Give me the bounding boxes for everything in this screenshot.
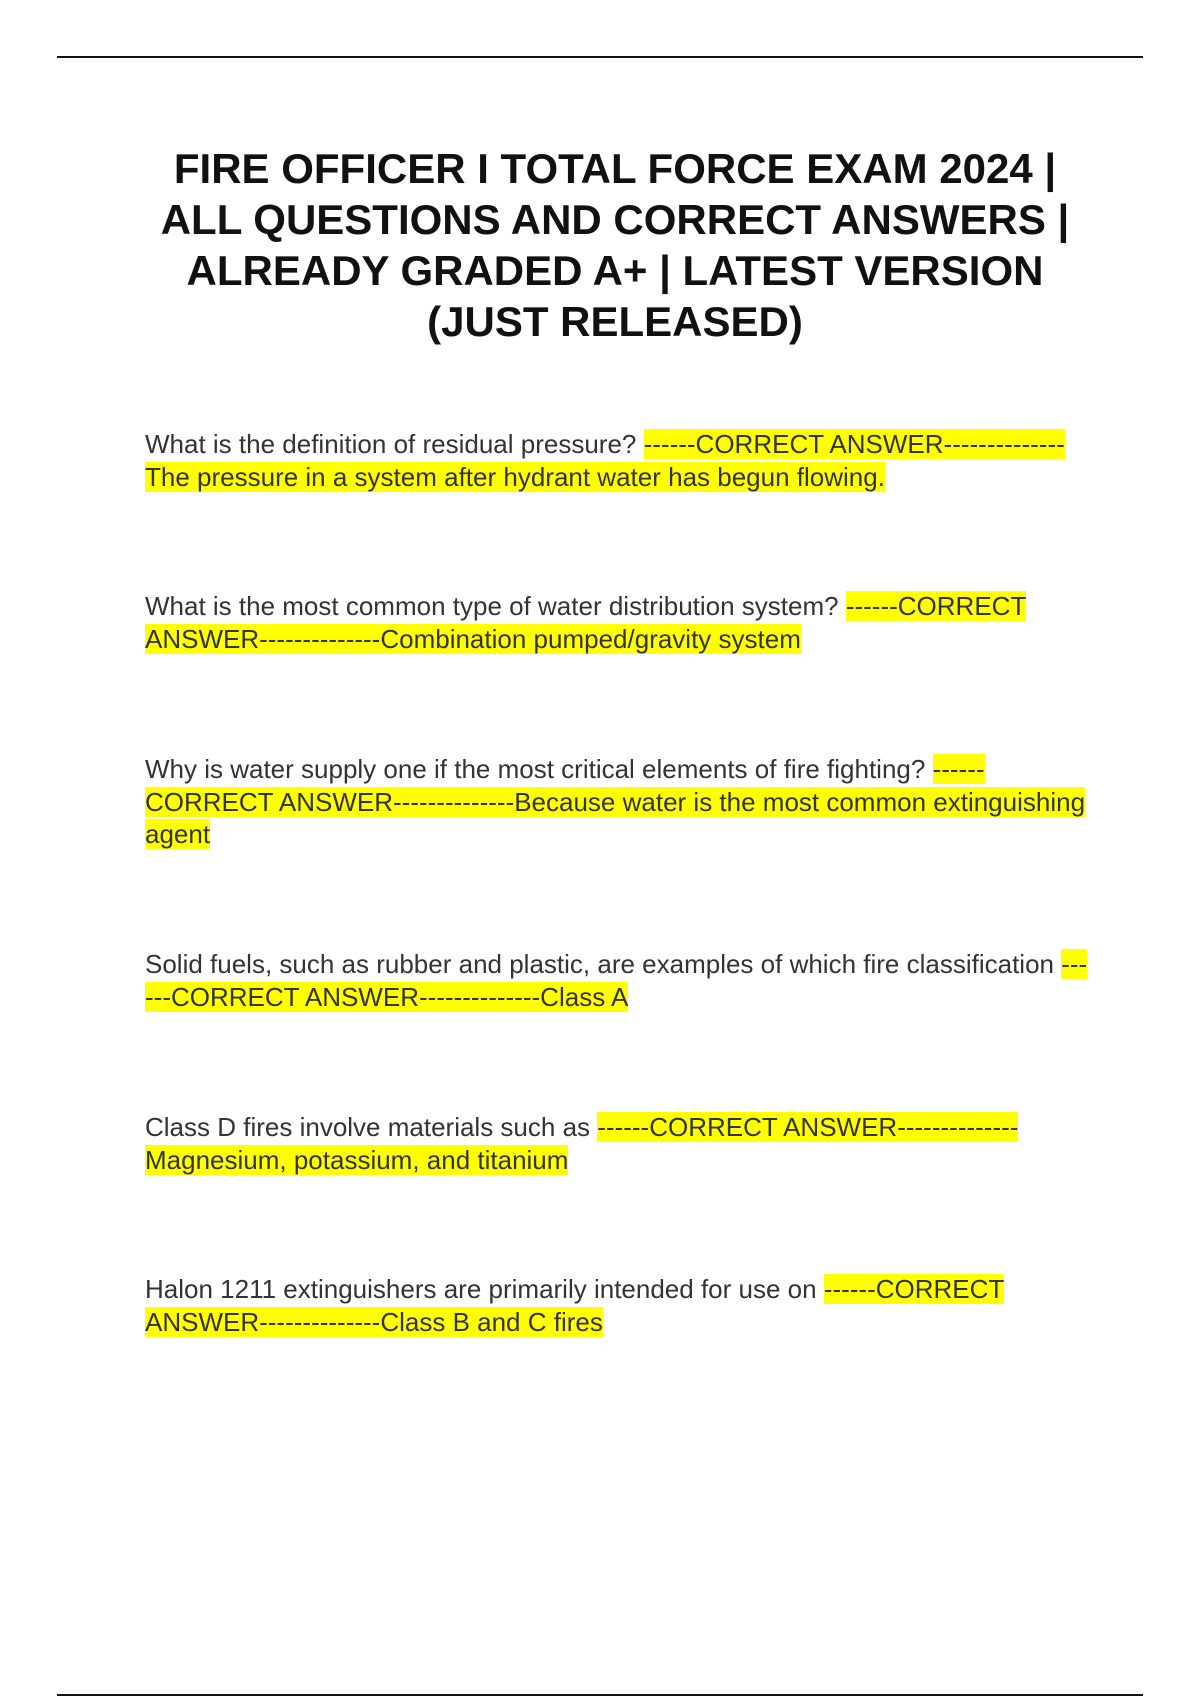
qa-item-2 <box>145 590 1090 655</box>
answer-text: ------CORRECT ANSWER--------------Combination pumped/gravity system <box>145 591 1027 654</box>
qa-item-1 <box>145 428 1090 493</box>
question-text: What is the definition of residual pressure? <box>145 429 644 459</box>
answer-text: ------CORRECT ANSWER--------------Class B and C fires <box>145 1274 1005 1337</box>
question-text: Why is water supply one if the most critical elements of fire fighting? <box>145 754 933 784</box>
answer-text: ------CORRECT ANSWER--------------Magnesium, potassium, and titanium <box>145 1112 1019 1175</box>
question-text: Class D fires involve materials such as <box>145 1112 598 1142</box>
bottom-rule <box>57 1694 1143 1696</box>
qa-item-3 <box>145 753 1090 851</box>
question-text: Solid fuels, such as rubber and plastic, are examples of which fire classification <box>145 949 1062 979</box>
qa-item-6 <box>145 1273 1090 1338</box>
answer-text: ------CORRECT ANSWER--------------The pressure in a system after hydrant water has begun flowing. <box>145 429 1065 492</box>
top-rule <box>57 56 1143 58</box>
answer-text: ------CORRECT ANSWER--------------Class A <box>145 949 1088 1012</box>
qa-item-4 <box>145 948 1090 1013</box>
question-text: Halon 1211 extinguishers are primarily intended for use on <box>145 1274 824 1304</box>
document-title: FIRE OFFICER I TOTAL FORCE EXAM 2024 | ALL QUESTIONS AND CORRECT ANSWERS | ALREADY GRADED A+ | LATEST VERSION (JUST RELEASED) <box>160 145 1070 345</box>
qa-item-5 <box>145 1111 1090 1176</box>
question-text: What is the most common type of water distribution system? <box>145 591 846 621</box>
answer-text: ------CORRECT ANSWER--------------Because water is the most common extinguishing agent <box>145 754 1086 849</box>
